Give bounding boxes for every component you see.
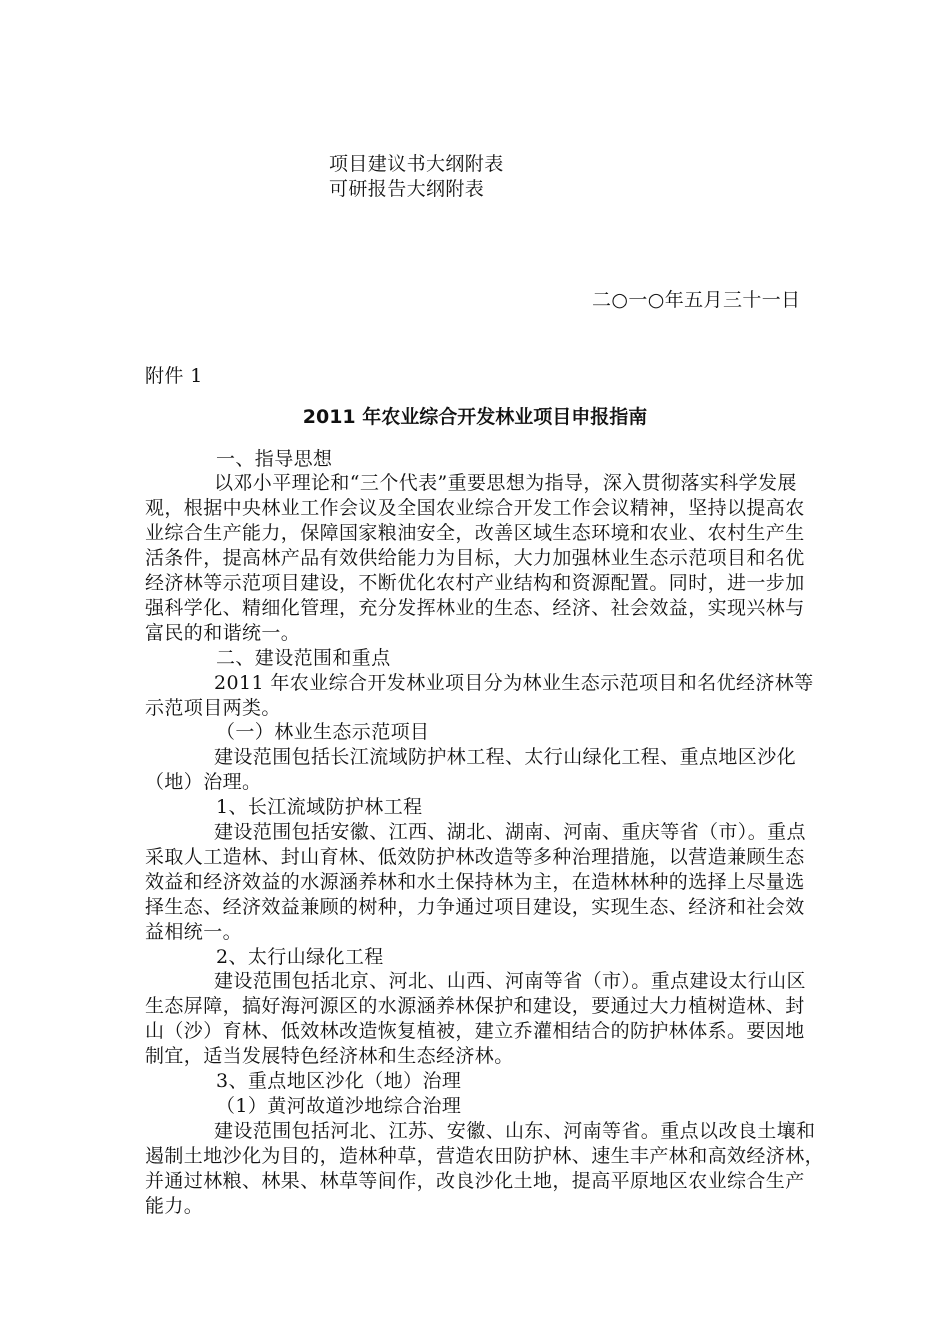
paragraph-line: 生态屏障，搞好海河源区的水源涵养林保护和建设，要通过大力植树造林、封 xyxy=(145,995,805,1017)
paragraph-line: 山（沙）育林、低效林改造恢复植被，建立乔灌相结合的防护林体系。要因地 xyxy=(145,1020,805,1042)
paragraph-line: 采取人工造林、封山育林、低效防护林改造等多种治理措施，以营造兼顾生态 xyxy=(145,846,805,868)
attachment-label: 附件 1 xyxy=(145,365,203,387)
paragraph-line: 效益和经济效益的水源涵养林和水土保持林为主，在造林林种的选择上尽量选 xyxy=(145,871,805,893)
paragraph-line: 制宜，适当发展特色经济林和生态经济林。 xyxy=(145,1045,514,1067)
paragraph-line: 益相统一。 xyxy=(145,921,243,943)
section-heading: 一、指导思想 xyxy=(216,448,333,470)
paragraph-line: 观，根据中央林业工作会议及全国农业综合开发工作会议精神，坚持以提高农 xyxy=(145,497,805,519)
paragraph-line: 建设范围包括北京、河北、山西、河南等省（市）。重点建设太行山区 xyxy=(214,970,806,992)
paragraph-line: （地）治理。 xyxy=(145,771,262,793)
paragraph-line: 建设范围包括河北、江苏、安徽、山东、河南等省。重点以改良土壤和 xyxy=(214,1120,816,1142)
attachment-list-item: 项目建议书大纲附表 xyxy=(329,153,504,175)
paragraph-line: 2011 年农业综合开发林业项目分为林业生态示范项目和名优经济林等 xyxy=(214,672,814,694)
item-heading: 2、太行山绿化工程 xyxy=(216,946,384,968)
paragraph-line: 强科学化、精细化管理，充分发挥林业的生态、经济、社会效益，实现兴林与 xyxy=(145,597,805,619)
document-date: 二○一○年五月三十一日 xyxy=(592,289,801,311)
paragraph-line: 以邓小平理论和“三个代表”重要思想为指导，深入贯彻落实科学发展 xyxy=(214,472,797,494)
paragraph-line: 业综合生产能力，保障国家粮油安全，改善区域生态环境和农业、农村生产生 xyxy=(145,522,805,544)
subsection-heading: （一）林业生态示范项目 xyxy=(216,721,430,743)
section-heading: 二、建设范围和重点 xyxy=(216,647,391,669)
document-title: 2011 年农业综合开发林业项目申报指南 xyxy=(302,406,648,428)
item-subheading: （1）黄河故道沙地综合治理 xyxy=(216,1095,462,1117)
paragraph-line: 并通过林粮、林果、林草等间作，改良沙化土地，提高平原地区农业综合生产 xyxy=(145,1170,805,1192)
paragraph-line: 活条件，提高林产品有效供给能力为目标，大力加强林业生态示范项目和名优 xyxy=(145,547,805,569)
paragraph-line: 能力。 xyxy=(145,1195,204,1217)
paragraph-line: 建设范围包括长江流域防护林工程、太行山绿化工程、重点地区沙化 xyxy=(214,746,797,768)
item-heading: 3、重点地区沙化（地）治理 xyxy=(216,1070,462,1092)
paragraph-line: 建设范围包括安徽、江西、湖北、湖南、河南、重庆等省（市）。重点 xyxy=(214,821,806,843)
paragraph-line: 示范项目两类。 xyxy=(145,697,281,719)
paragraph-line: 富民的和谐统一。 xyxy=(145,622,301,644)
item-heading: 1、长江流域防护林工程 xyxy=(216,796,423,818)
attachment-list-item: 可研报告大纲附表 xyxy=(329,178,485,200)
paragraph-line: 遏制土地沙化为目的，造林种草，营造农田防护林、速生丰产林和高效经济林， xyxy=(145,1145,825,1167)
paragraph-line: 择生态、经济效益兼顾的树种，力争通过项目建设，实现生态、经济和社会效 xyxy=(145,896,805,918)
paragraph-line: 经济林等示范项目建设，不断优化农村产业结构和资源配置。同时，进一步加 xyxy=(145,572,805,594)
